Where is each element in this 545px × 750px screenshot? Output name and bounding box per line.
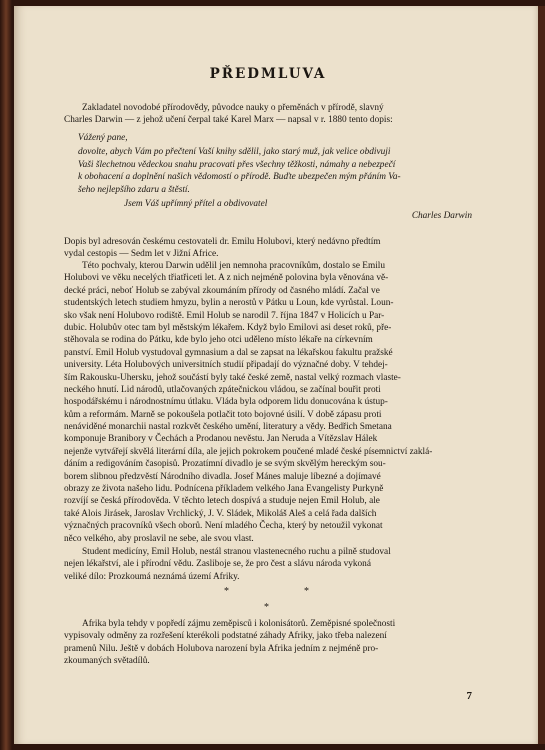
letter-line: k obohacení a doplnění našich vědomostí o přírodě. Buďte ubezpečen mým přáním Va-	[78, 172, 401, 183]
paragraph-line: neckého hnutí. Lid národů, utlačovaných zpátečnickou vládou, se začínal bouřit proti	[64, 384, 381, 395]
letter-salutation: Vážený pane,	[78, 133, 128, 143]
paragraph-line: Holubovi ve věku necelých třiatřiceti let. A z nich nejméně polovina byla věnována vě-	[64, 273, 389, 284]
section-divider-star: *	[224, 586, 229, 597]
paragraph-line: panství. Emil Holub vystudoval gymnasium a dal se zapsat na lékařskou fakultu pražské	[64, 347, 393, 358]
paragraph-line: vydal cestopis — Sedm let v Jižní Africe.	[64, 249, 219, 260]
letter-signature: Charles Darwin	[411, 211, 472, 221]
paragraph-2	[64, 260, 472, 545]
paragraph-line: pramenů Nilu. Ještě v dobách Holubova narození byla Afrika jedním z nejméně pro-	[64, 643, 379, 654]
page-title: PŘEDMLUVA	[209, 66, 327, 82]
paragraph-line: Student medicíny, Emil Holub, nestál stranou vlastenecného ruchu a pilně studoval	[82, 547, 391, 557]
paragraph-line: nenáviděné monarchii nastal rozkvět českého umění, literatury a vědy. Bedřich Smetana	[64, 422, 392, 433]
paragraph-4	[64, 618, 472, 668]
paragraph-line: kům a reformám. Marně se pokoušela potlačit toto bojovné úsilí. V době zápasu proti	[64, 409, 382, 420]
paragraph-line: veliké dílo: Prozkoumá neznámá území Afriky.	[64, 571, 240, 582]
paragraph-line: obrazy ze života našeho lidu. Podnícena příkladem velkého Jana Evangelisty Purkyně	[64, 484, 384, 495]
paragraph-line: ším Rakousku-Uhersku, jehož součástí byly také české země, nastal velký rozmach vlaste-	[64, 372, 401, 383]
paragraph-line: studentských letech studiem hmyzu, bylin a nerostů v Pátku u Loun, kde vyrůstal. Loun-	[64, 298, 394, 309]
paragraph-line: sko však není Holubovo rodiště. Emil Holub se narodil 7. října 1847 v Holicích u Par-	[64, 310, 385, 321]
paragraph-line: nejenže vytvářejí skvělá literární díla, ale jejich pokrokem poučené mladé české písemnictví zaklá-	[64, 446, 433, 457]
paragraph-3	[64, 546, 472, 583]
section-divider-star: *	[304, 586, 309, 597]
page-number: 7	[466, 690, 472, 702]
paragraph-line: zkoumaných světadílů.	[64, 656, 150, 667]
paragraph-line: dáním a redigováním časopisů. Prozatímní divadlo je se svým skvělým hereckým sou-	[64, 459, 386, 470]
paragraph-line: Dopis byl adresován českému cestovateli dr. Emilu Holubovi, který nedávno předtím	[64, 237, 381, 247]
paragraph-line: také Alois Jirásek, Jaroslav Vrchlický, J. V. Sládek, Mikoláš Aleš a celá řada dalších	[64, 508, 377, 519]
paragraph-line: decké práci, neboť Holub se zabýval zkoumáním přírody od časného mládí. Začal ve	[64, 285, 380, 296]
paragraph-line: komponuje Branibory v Čechách a Prodanou nevěstu. Jan Neruda a Vítězslav Hálek	[64, 434, 378, 445]
paragraph-line: hospodářskému i národnostnímu útlaku. Vláda byla odporem lidu donucována k ústup-	[64, 397, 388, 408]
paragraph-line: university. Léta Holubových universitních studií připadají do význačné doby. V tehdej-	[64, 360, 388, 371]
intro-paragraph	[64, 102, 472, 127]
section-divider-star: *	[264, 602, 269, 613]
paragraph-line: vypisovaly odměny za rozřešení kterékoli podstatné záhady Afriky, jako třeba nalezení	[64, 631, 387, 642]
paragraph-line: nejen lékařství, ale i přírodní vědu. Zasliboje se, že pro čest a slávu národa vykoná	[64, 559, 371, 570]
paragraph-line: význačných pracovníků všech oborů. Není mladého Čecha, který by netoužil vykonat	[64, 521, 383, 532]
intro-line: Charles Darwin — z jehož učení čerpal také Karel Marx — napsal v r. 1880 tento dopis:	[64, 115, 393, 126]
book-page	[14, 6, 538, 744]
paragraph-line: rozvíjí se česká přírodověda. V těchto letech dospívá a studuje nejen Emil Holub, ale	[64, 496, 380, 507]
paragraph-line: Afrika byla tehdy v popředí zájmu zeměpisců i kolonisátorů. Zeměpisné společnosti	[82, 619, 396, 629]
page-edge	[538, 6, 545, 744]
letter-closing: Jsem Váš upřímný přítel a obdivovatel	[124, 199, 268, 209]
paragraph-line: stěhovala se rodina do Pátku, kde bylo jeho otci uděleno místo lékaře na církevním	[64, 335, 373, 346]
paragraph-line: něco velkého, aby proslavil ne sebe, ale svou vlast.	[64, 533, 254, 544]
paragraph-line: borem slibnou předzvěstí Národního divadla. Josef Mánes maluje líbezné a dojímavé	[64, 471, 381, 482]
letter-line: šeho nejlepšího zdaru a štěstí.	[78, 184, 190, 195]
paragraph-line: dubic. Holubův otec tam byl městským lékařem. Když bylo Emilovi asi deset roků, pře-	[64, 322, 392, 333]
darwin-letter	[64, 132, 472, 196]
letter-line: dovolte, abych Vám po přečtení Vaší knihy sdělil, jako starý muž, jak velice obdivuji	[78, 147, 391, 158]
paragraph-line: Této pochvaly, kterou Darwin udělil jen nemnoha pracovníkům, dostalo se Emilu	[82, 261, 386, 271]
paragraph-1	[64, 236, 472, 261]
letter-line: Vaši šlechetnou vědeckou snahu pracovati přes všechny těžkosti, námahy a nebezpečí	[78, 159, 396, 170]
intro-line: Zakladatel novodobé přírodovědy, původce nauky o přeměnách v přírodě, slavný	[82, 103, 384, 113]
